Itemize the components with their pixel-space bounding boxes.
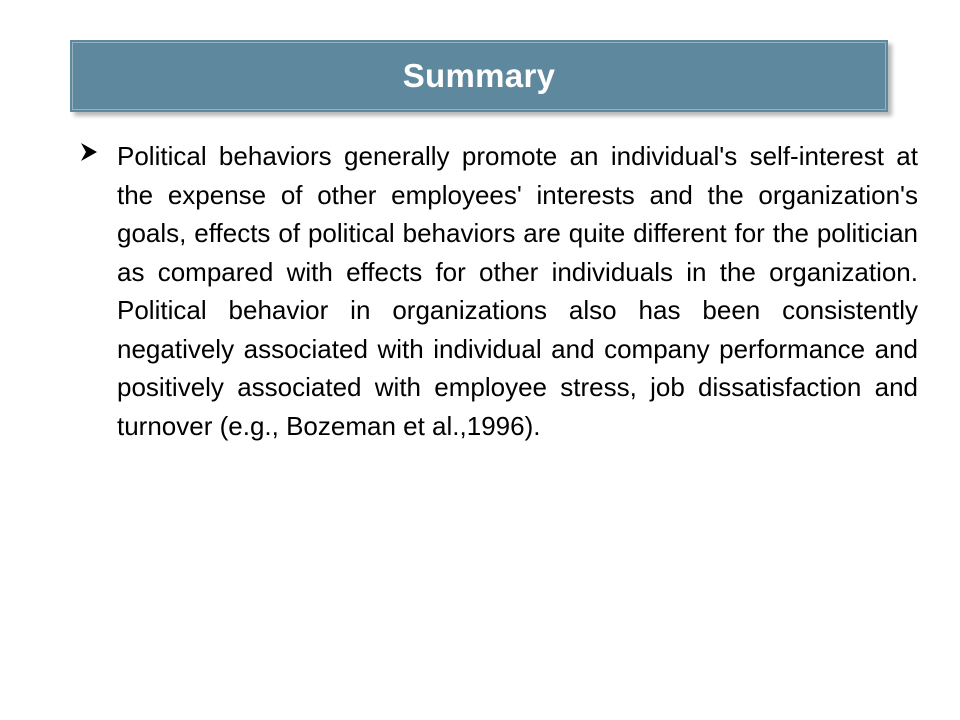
bullet-item xyxy=(80,137,918,445)
title-banner xyxy=(70,40,888,112)
slide-title: Summary xyxy=(402,57,556,94)
arrowhead-bullet-icon xyxy=(80,137,117,162)
bullet-text: Political behaviors generally promote an individual's self-interest at the expense of other employees' interests and the organization's goals, effects of political behaviors are quite different for the politician as compared with effects for other individuals in the organization. Political behavior in organizations also has been consistently negatively associated with individual and company performance and positively associated with employee stress, job dissatisfaction and turnover (e.g., Bozeman et al.,1996). xyxy=(117,141,918,441)
